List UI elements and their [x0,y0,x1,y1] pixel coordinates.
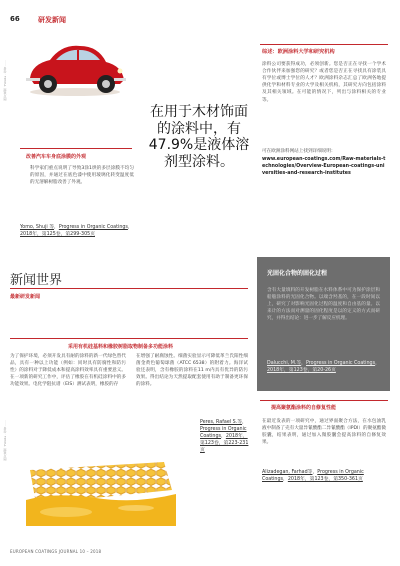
image-credit-bottom: 图片来源：Fotolia · 作者 …… [3,420,7,461]
ref-journal[interactable]: Progress in Organic Coatings [305,361,376,366]
car-article-caption: 改善汽车车身底涂膜的外观 [26,154,87,160]
footer: EUROPEAN COATINGS JOURNAL 10 – 2018 [10,549,102,554]
uv-box-title: 光固化合物的固化过程 [267,270,328,277]
ref-journal[interactable]: Progress in Organic Coatings [200,426,247,439]
ref-details: 2018年，第125卷，第299-305页 [20,231,95,237]
divider [10,288,248,289]
universities-title: 综述：欧洲涂料大学和研究机构 [262,49,335,55]
ref-author[interactable]: Yomo, Shuji 等 [20,225,54,230]
ref-details: 2018年，第123卷，第20-26页 [267,367,336,373]
uv-curing-box [257,257,390,391]
page-number: 66 [10,15,20,23]
self-healing-body: 在最近发表的一项研究中，通过界面聚合方法，在水包油乳液中制备了壳有大量异氰酸酯二异氰酸酯（IPDI）的聚氨酯微胶囊，结果表明，通过加入微胶囊会提高涂料的自修复效果。 [262,419,386,446]
self-healing-reference: Alizadegan, Farhad等，Progress in Organic Coatings，2018年，第123卷，第350-361页 [262,470,364,482]
image-credit-top: 图片来源：Fotolia · 作者 …… [3,60,7,101]
bio-article-col2: 在增强了耐腐蚀性。细菌实验显示可降低革兰氏阳性细菌金黄色葡萄球菌（ATCC 6538）的附着力。海洋试验还表明，含有橡胶的涂料在11 m内具有优异的防污效果。得出结论为天然提取配套使用有助于制备更环保的涂料。 [136,354,248,388]
universities-link-intro: 可在欧洲涂料网站上找到详细说明： [262,149,336,154]
universities-link[interactable]: www.european-coatings.com/Raw-materials-technologies/Overview-European-coatings-universities-and-research-institutes [262,157,386,176]
car-article-reference: Yomo, Shuji 等，Progress in Organic Coatings，2018年，第125卷，第299-305页 [20,225,133,237]
divider [260,44,388,45]
bio-article-title: 采用有机硅基料和橡胶树脂取物制备多功能涂料 [68,344,174,350]
bio-article-reference: Peres, Rafael S.等，Progress in Organic Coatings，2018年，第123卷，第223-231页 [200,420,249,453]
uv-box-body: 含有大量填料的开发树脂在水料体系中可为保护涂层和船舶涂料的光固化合物。以端含羟基的，在一段时间以上，研究了对影响光固化过程的温度和自由基的量。以来计的方法而对测量的固化程度是以的定义的方式而研究，并得出结论：进一步了解反应机理。 [267,288,380,322]
divider [20,148,132,149]
self-healing-title: 提高聚氨酯涂料的自修复性能 [271,405,337,411]
ref-author[interactable]: Alizadegan, Farhad等 [262,470,313,475]
news-world-subtitle: 最新研发新闻 [10,294,41,300]
pull-quote: 在用于木材饰面的涂料中，有47.9%是液体溶剂型涂料。 [148,104,250,170]
ref-journal[interactable]: Progress in Organic Coatings [262,470,364,482]
universities-body: 涂料公司要获得成功，必须创新。您是否正在寻找一个学术合作伙伴来加强您的研究？或者您是否正在寻找具有涂装具有学位或博士学位的人才？欧洲涂料杂志汇总了欧洲各地提供化学和材料专业的大学及相关机构，其研究方向包括涂料及其相关领域。在可能的情况下，列出与涂料相关的专业等。 [262,62,386,103]
car-article-body: 科学家们重点说明了导致3涂1烘的多层涂膜不均匀的原因，并通过在底色漆中使用玻璃化转变温度低的无溶解树脂改善了外观。 [30,166,134,186]
bio-article-col1: 为了保护环境，必须开发具有耐的涂料的新一代绿色替代品，具有一种以上功能（例如：同时具有防腐性和防污性）的涂料对于降低成本和提高涂料效率具有重要意义。在一项新的研究工作中，评估了橡胶在有机硅涂料中的多功能效果。电化学阻抗谱（EIS）测试表明，橡胶的存 [10,354,126,388]
ref-details: 2018年，第123卷，第350-361页 [287,476,363,482]
honeycomb-image [26,460,176,526]
ref-journal[interactable]: Progress in Organic Coatings [58,225,128,230]
divider [260,400,388,401]
news-world-title: 新闻世界 [10,273,63,288]
uv-box-reference: Dalucchi, M.等，Progress in Organic Coatings，2018年，第123卷，第20-26页 [267,361,380,373]
divider [10,338,248,339]
ref-author[interactable]: Peres, Rafael S.等 [200,420,243,425]
section-title: 研发新闻 [38,16,66,24]
ref-author[interactable]: Dalucchi, M.等 [267,361,302,366]
ref-details: 2018年，第123卷，第223-231页 [200,433,249,453]
red-car-image [20,38,130,100]
